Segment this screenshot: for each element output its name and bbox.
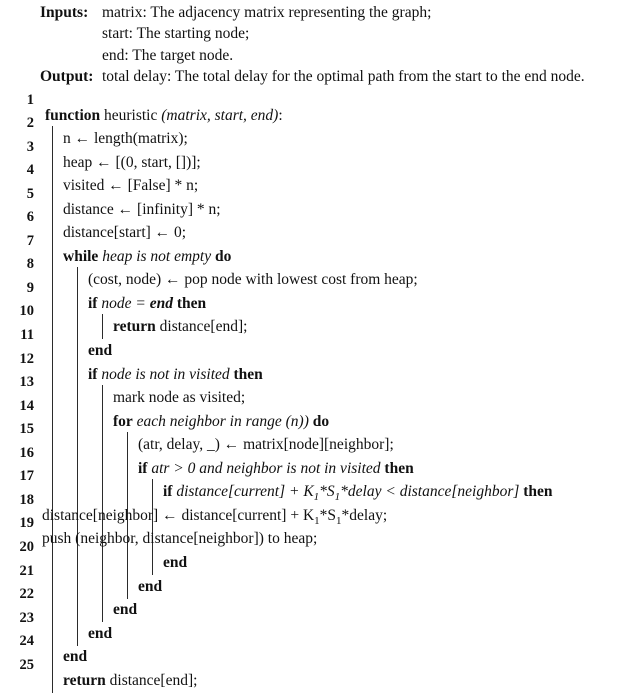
output-description: total delay: The total delay for the optimal path from the start to the end node. <box>102 68 585 86</box>
code-text: end <box>88 624 113 642</box>
code-text: if distance[current] + $K_1*S_1*delay$ < distance[neighbor] then <box>163 483 553 504</box>
code-text: visited ← [False] * n; <box>63 177 199 195</box>
code-text: end <box>163 553 188 571</box>
line-number: 24 <box>19 633 34 650</box>
io-header <box>0 2 621 88</box>
code-text: return distance[end]; <box>113 318 248 336</box>
input-description-3: end: The target node. <box>102 46 234 64</box>
inputs-row-3 <box>0 45 615 66</box>
code-line-2 <box>0 112 621 148</box>
code-text: push (neighbor, distance[neighbor]) to heap; <box>42 530 318 548</box>
code-text: end <box>113 601 138 619</box>
code-text: mark node as visited; <box>113 389 246 407</box>
code-text: if node = end then <box>88 294 207 312</box>
line-number: 11 <box>20 327 34 344</box>
code-text: for each neighbor in range (n)) do <box>113 412 330 430</box>
line-number: 13 <box>19 374 34 391</box>
code-line-4 <box>0 159 621 195</box>
code-text: if atr > 0 and neighbor is not in visited then <box>138 459 414 477</box>
code-text: function heuristic (matrix, start, end): <box>45 106 283 124</box>
line-number: 10 <box>19 303 34 320</box>
code-text: (cost, node) ← pop node with lowest cost from heap; <box>88 271 418 289</box>
line-number: 4 <box>26 162 34 179</box>
code-line-25 <box>0 654 621 689</box>
line-number: 25 <box>19 656 34 673</box>
line-number: 6 <box>26 209 34 226</box>
line-number: 15 <box>19 421 34 438</box>
code-text: heap ← [(0, start, [])]; <box>63 153 201 171</box>
code-line-8 <box>0 253 621 289</box>
code-text: distance ← [infinity] * n; <box>63 200 221 218</box>
code-line-5 <box>0 183 621 218</box>
code-line-3 <box>0 136 621 171</box>
line-number: 1 <box>26 91 34 108</box>
code-text: (atr, delay, _) ← matrix[node][neighbor]; <box>138 436 394 454</box>
code-text: if node is not in visited then <box>88 365 263 383</box>
line-number: 21 <box>19 562 34 579</box>
output-label: Output: <box>40 68 94 86</box>
line-number: 23 <box>19 609 34 626</box>
line-number: 16 <box>19 444 34 461</box>
line-number: 9 <box>26 279 34 296</box>
line-number: 20 <box>19 538 34 555</box>
output-row <box>0 66 615 87</box>
code-text: end <box>88 342 113 360</box>
line-number: 17 <box>19 468 34 485</box>
code-line-7 <box>0 230 621 265</box>
line-number: 14 <box>19 397 34 414</box>
code-text: distance[neighbor] ← distance[current] + $K_1*S_1*delay$; <box>42 506 388 527</box>
inputs-row-1 <box>0 2 615 23</box>
pseudocode-body <box>0 89 621 689</box>
input-description-2: start: The starting node; <box>102 25 250 43</box>
line-number: 3 <box>26 138 34 155</box>
code-text: while heap is not empty do <box>63 247 232 265</box>
indent-guide <box>52 668 53 693</box>
line-number: 18 <box>19 491 34 508</box>
code-text: distance[start] ← 0; <box>63 224 187 242</box>
line-number: 8 <box>26 256 34 273</box>
inputs-row-2 <box>0 23 615 44</box>
code-text: n ← length(matrix); <box>63 130 188 148</box>
code-line-1 <box>0 89 621 124</box>
code-text: return distance[end]; <box>63 671 198 689</box>
line-number: 5 <box>26 185 34 202</box>
code-text: end <box>138 577 163 595</box>
inputs-label: Inputs: <box>40 4 89 21</box>
line-number: 2 <box>26 115 34 132</box>
line-number: 19 <box>19 515 34 532</box>
code-line-6 <box>0 206 621 242</box>
line-number: 12 <box>19 350 34 367</box>
line-number: 22 <box>19 586 34 603</box>
code-text: end <box>63 648 88 666</box>
line-number: 7 <box>26 232 34 249</box>
input-description-1: matrix: The adjacency matrix representing the graph; <box>102 4 432 21</box>
